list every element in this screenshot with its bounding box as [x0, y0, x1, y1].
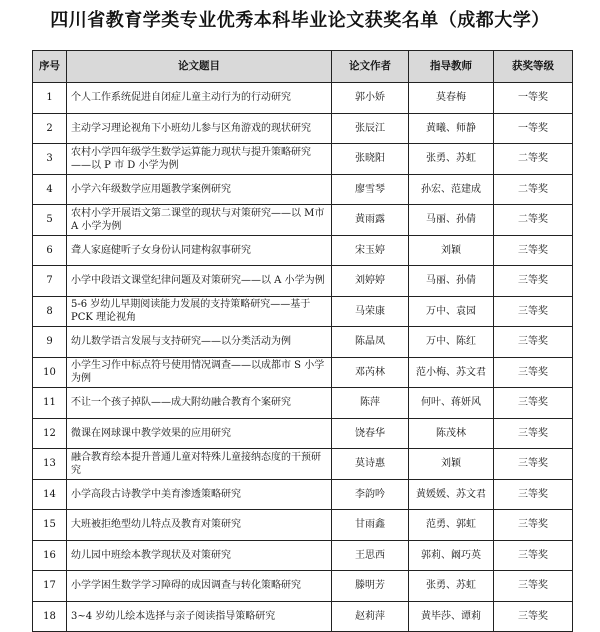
- row-author: 黄雨露: [332, 205, 409, 236]
- row-advisor: 马丽、孙倩: [409, 266, 494, 297]
- row-topic: 5-6 岁幼儿早期阅读能力发展的支持策略研究——基于 PCK 理论视角: [67, 296, 332, 327]
- row-number: 16: [33, 540, 67, 571]
- row-award: 三等奖: [494, 449, 573, 480]
- row-topic: 3~4 岁幼儿绘本选择与亲子阅读指导策略研究: [67, 601, 332, 632]
- row-topic: 小学六年级数学应用题教学案例研究: [67, 174, 332, 205]
- row-author: 莫诗惠: [332, 449, 409, 480]
- row-author: 郭小娇: [332, 83, 409, 114]
- table-row: [33, 571, 573, 602]
- row-award: 一等奖: [494, 113, 573, 144]
- row-number: 2: [33, 113, 67, 144]
- table-row: [33, 601, 573, 632]
- row-topic: 不让一个孩子掉队——成大附幼融合教育个案研究: [67, 388, 332, 419]
- row-author: 张辰江: [332, 113, 409, 144]
- row-author: 陈晶凤: [332, 327, 409, 358]
- row-number: 13: [33, 449, 67, 480]
- row-number: 1: [33, 83, 67, 114]
- table-row: [33, 174, 573, 205]
- row-award: 三等奖: [494, 388, 573, 419]
- table-row: [33, 327, 573, 358]
- table-row: [33, 540, 573, 571]
- row-author: 陈萍: [332, 388, 409, 419]
- row-award: 一等奖: [494, 83, 573, 114]
- row-award: 三等奖: [494, 235, 573, 266]
- row-topic: 小学生习作中标点符号使用情况调查——以成都市 S 小学为例: [67, 357, 332, 388]
- row-author: 滕明芳: [332, 571, 409, 602]
- row-topic: 幼儿园中班绘本教学现状及对策研究: [67, 540, 332, 571]
- row-author: 王思西: [332, 540, 409, 571]
- row-award: 二等奖: [494, 174, 573, 205]
- row-award: 二等奖: [494, 144, 573, 175]
- row-advisor: 万中、陈红: [409, 327, 494, 358]
- table-row: [33, 235, 573, 266]
- row-author: 李韵吟: [332, 479, 409, 510]
- row-number: 17: [33, 571, 67, 602]
- row-number: 6: [33, 235, 67, 266]
- row-topic: 融合教育绘本提升普通儿童对特殊儿童接纳态度的干预研究: [67, 449, 332, 480]
- row-author: 邓芮林: [332, 357, 409, 388]
- row-number: 15: [33, 510, 67, 541]
- row-award: 三等奖: [494, 540, 573, 571]
- row-author: 甘雨鑫: [332, 510, 409, 541]
- table-row: [33, 113, 573, 144]
- row-advisor: 黄曦、师静: [409, 113, 494, 144]
- table-body: [33, 83, 573, 632]
- row-topic: 主动学习理论视角下小班幼儿参与区角游戏的现状研究: [67, 113, 332, 144]
- row-award: 三等奖: [494, 296, 573, 327]
- row-advisor: 张勇、苏虹: [409, 144, 494, 175]
- row-award: 三等奖: [494, 601, 573, 632]
- row-award: 三等奖: [494, 357, 573, 388]
- row-author: 马荣康: [332, 296, 409, 327]
- row-author: 饶春华: [332, 418, 409, 449]
- row-author: 赵莉萍: [332, 601, 409, 632]
- row-advisor: 刘颖: [409, 235, 494, 266]
- row-number: 5: [33, 205, 67, 236]
- row-advisor: 何叶、蒋妍风: [409, 388, 494, 419]
- row-topic: 小学学困生数学学习障碍的成因调查与转化策略研究: [67, 571, 332, 602]
- row-author: 宋玉婷: [332, 235, 409, 266]
- row-topic: 微课在网球课中教学效果的应用研究: [67, 418, 332, 449]
- table-row: [33, 479, 573, 510]
- row-number: 8: [33, 296, 67, 327]
- row-award: 二等奖: [494, 205, 573, 236]
- row-number: 12: [33, 418, 67, 449]
- row-topic: 个人工作系统促进自闭症儿童主动行为的行动研究: [67, 83, 332, 114]
- row-topic: 聋人家庭健听子女身份认同建构叙事研究: [67, 235, 332, 266]
- row-author: 刘婷婷: [332, 266, 409, 297]
- row-award: 三等奖: [494, 571, 573, 602]
- row-award: 三等奖: [494, 479, 573, 510]
- table-row: [33, 449, 573, 480]
- header-author: 论文作者: [332, 51, 409, 83]
- row-topic: 农村小学开展语文第二课堂的现状与对策研究——以 M市 A 小学为例: [67, 205, 332, 236]
- row-number: 9: [33, 327, 67, 358]
- row-advisor: 范勇、郭虹: [409, 510, 494, 541]
- table-row: [33, 510, 573, 541]
- table-row: [33, 388, 573, 419]
- row-advisor: 张勇、苏虹: [409, 571, 494, 602]
- table-row: [33, 296, 573, 327]
- row-advisor: 郭莉、阚巧英: [409, 540, 494, 571]
- row-number: 3: [33, 144, 67, 175]
- row-award: 三等奖: [494, 510, 573, 541]
- page-title: 四川省教育学类专业优秀本科毕业论文获奖名单（成都大学）: [50, 10, 550, 31]
- row-advisor: 莫春梅: [409, 83, 494, 114]
- row-author: 张晓阳: [332, 144, 409, 175]
- row-number: 11: [33, 388, 67, 419]
- row-advisor: 黄毕莎、谭莉: [409, 601, 494, 632]
- table-row: [33, 418, 573, 449]
- row-number: 10: [33, 357, 67, 388]
- row-topic: 小学高段古诗教学中美育渗透策略研究: [67, 479, 332, 510]
- header-advisor: 指导教师: [409, 51, 494, 83]
- row-advisor: 刘颖: [409, 449, 494, 480]
- row-award: 三等奖: [494, 418, 573, 449]
- table-row: [33, 144, 573, 175]
- row-topic: 农村小学四年级学生数学运算能力现状与提升策略研究——以 P 市 D 小学为例: [67, 144, 332, 175]
- row-author: 廖雪琴: [332, 174, 409, 205]
- row-topic: 小学中段语文课堂纪律问题及对策研究——以 A 小学为例: [67, 266, 332, 297]
- table-row: [33, 357, 573, 388]
- row-advisor: 孙宏、范建成: [409, 174, 494, 205]
- row-advisor: 万中、袁园: [409, 296, 494, 327]
- header-topic: 论文题目: [67, 51, 332, 83]
- row-number: 14: [33, 479, 67, 510]
- award-table: [32, 50, 573, 632]
- row-number: 18: [33, 601, 67, 632]
- row-award: 三等奖: [494, 266, 573, 297]
- header-number: 序号: [33, 51, 67, 83]
- row-award: 三等奖: [494, 327, 573, 358]
- header-award: 获奖等级: [494, 51, 573, 83]
- table-header-row: [33, 51, 573, 83]
- row-number: 4: [33, 174, 67, 205]
- row-topic: 幼儿数学语言发展与支持研究——以分类活动为例: [67, 327, 332, 358]
- row-topic: 大班被拒绝型幼儿特点及教育对策研究: [67, 510, 332, 541]
- row-advisor: 范小梅、苏文君: [409, 357, 494, 388]
- table-row: [33, 83, 573, 114]
- row-number: 7: [33, 266, 67, 297]
- row-advisor: 黄媛媛、苏文君: [409, 479, 494, 510]
- row-advisor: 陈茂林: [409, 418, 494, 449]
- table-row: [33, 205, 573, 236]
- row-advisor: 马丽、孙倩: [409, 205, 494, 236]
- table-row: [33, 266, 573, 297]
